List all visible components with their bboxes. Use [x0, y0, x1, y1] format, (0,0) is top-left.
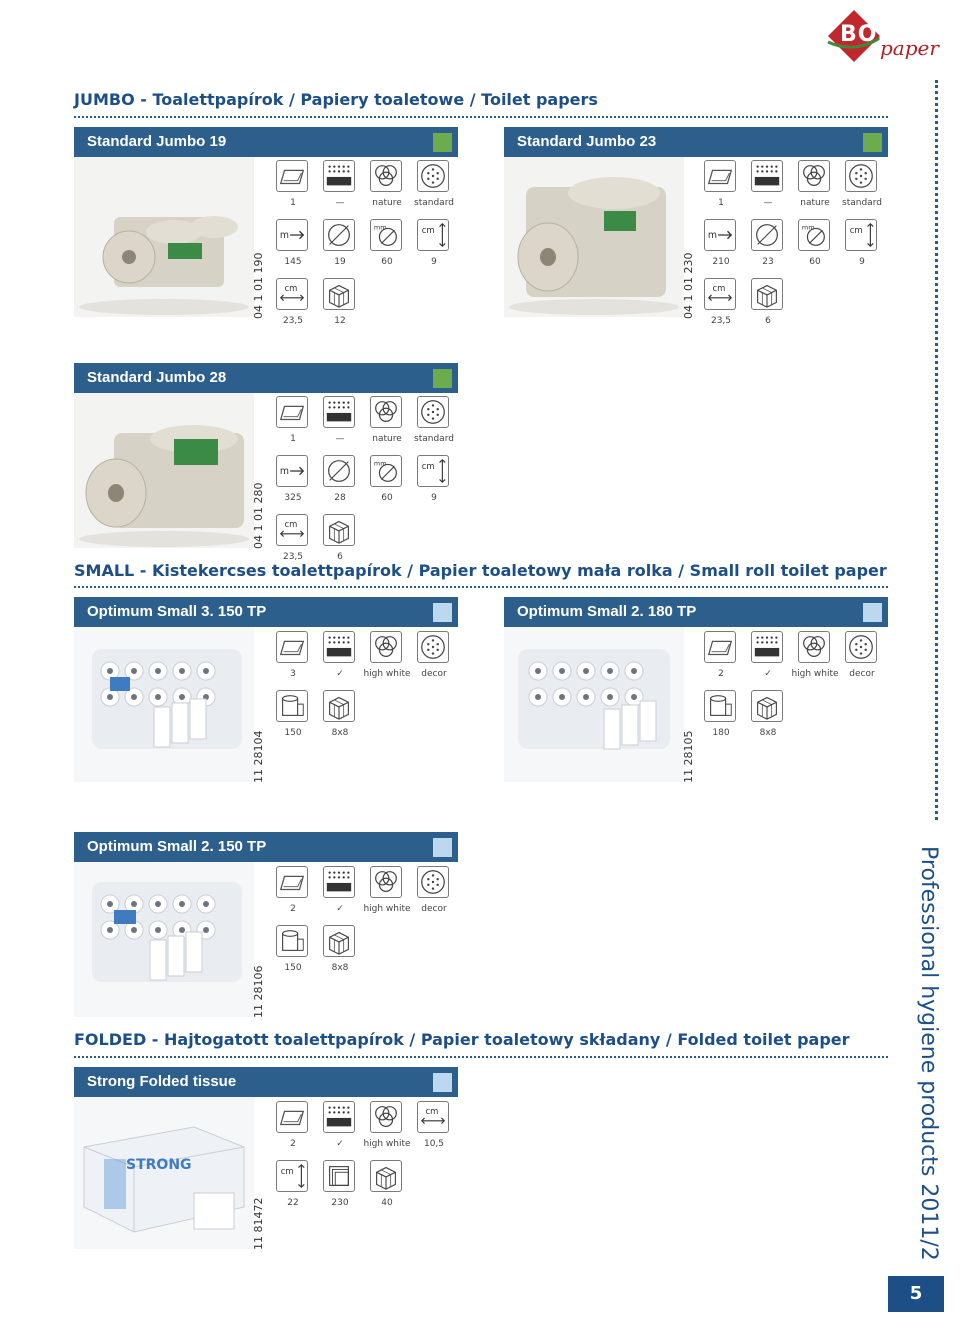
product-header [504, 127, 888, 157]
spec-value: 28 [334, 493, 346, 503]
product-name: Standard Jumbo 19 [87, 133, 227, 150]
sheet-width-icon [276, 278, 308, 310]
product-name: Strong Folded tissue [87, 1073, 237, 1090]
core-diameter-icon [798, 219, 830, 251]
section-title-folded: FOLDED - Hajtogatott toalettpapírok / Papier toaletowy składany / Folded toilet paper [74, 1030, 850, 1049]
section-divider [74, 1056, 888, 1058]
spec-value: 1 [290, 198, 296, 208]
roll-diameter-icon [323, 219, 355, 251]
pattern-icon [845, 160, 877, 192]
color-icon [798, 631, 830, 663]
bokk-paper-logo [806, 6, 946, 66]
ply-icon [276, 160, 308, 192]
spec-value: 12 [334, 316, 346, 326]
ply-icon [704, 160, 736, 192]
core-diameter-icon [370, 455, 402, 487]
spec-value: 9 [859, 257, 865, 267]
product-header [74, 832, 458, 862]
pattern-icon [417, 866, 449, 898]
spec-value: nature [372, 434, 402, 444]
roll-height-icon [276, 1160, 308, 1192]
section-divider [74, 116, 888, 118]
package-icon [323, 690, 355, 722]
package-icon [323, 925, 355, 957]
product-header [504, 597, 888, 627]
roll-count-icon [276, 925, 308, 957]
spec-value: — [335, 434, 345, 444]
sheet-width-icon [704, 278, 736, 310]
spec-value: 1 [290, 434, 296, 444]
spec-value: 8x8 [759, 728, 777, 738]
product-photo [74, 393, 254, 548]
spec-value: 40 [381, 1198, 393, 1208]
spec-value: high white [791, 669, 839, 679]
product-name: Standard Jumbo 23 [517, 133, 657, 150]
spec-value: 150 [284, 728, 302, 738]
glued-icon [323, 1101, 355, 1133]
section-divider [74, 586, 888, 588]
roll-count-icon [276, 690, 308, 722]
product-code: 11 28105 [682, 730, 695, 783]
product-header [74, 597, 458, 627]
product-code: 04 1 01 190 [252, 252, 265, 319]
spec-value: 145 [284, 257, 302, 267]
core-diameter-icon [370, 219, 402, 251]
product-code: 04 1 01 230 [682, 252, 695, 319]
ply-icon [704, 631, 736, 663]
category-square [433, 838, 452, 857]
product-photo [504, 627, 684, 782]
section-title-jumbo: JUMBO - Toalettpapírok / Papiery toaletowe / Toilet papers [74, 90, 598, 109]
spec-value: ✓ [764, 669, 772, 679]
spec-value: ✓ [336, 669, 344, 679]
category-square [863, 133, 882, 152]
section-title-small: SMALL - Kistekercses toalettpapírok / Papier toaletowy mała rolka / Small roll toilet paper [74, 561, 887, 580]
spec-value: 60 [381, 493, 393, 503]
spec-value: 60 [809, 257, 821, 267]
spec-value: 180 [712, 728, 730, 738]
spec-value: 9 [431, 257, 437, 267]
glued-icon [323, 396, 355, 428]
color-icon [370, 1101, 402, 1133]
product-name: Optimum Small 2. 180 TP [517, 603, 697, 620]
category-square [433, 603, 452, 622]
side-caption: Professional hygiene products 2011/2 [916, 846, 941, 1261]
roll-diameter-icon [751, 219, 783, 251]
spec-value: 2 [290, 1139, 296, 1149]
product-header [74, 1067, 458, 1097]
product-code: 11 28104 [252, 730, 265, 783]
ply-icon [276, 396, 308, 428]
product-code: 04 1 01 280 [252, 482, 265, 549]
spec-value: 1 [718, 198, 724, 208]
ply-icon [276, 1101, 308, 1133]
spec-value: 23,5 [282, 316, 304, 326]
spec-value: high white [363, 1139, 411, 1149]
pattern-icon [845, 631, 877, 663]
roll-length-icon [704, 219, 736, 251]
spec-value: 8x8 [331, 963, 349, 973]
package-icon [323, 278, 355, 310]
category-square [433, 1073, 452, 1092]
roll-height-icon [845, 219, 877, 251]
spec-value: 22 [287, 1198, 299, 1208]
glued-icon [323, 631, 355, 663]
spec-value: standard [414, 434, 454, 444]
product-header [74, 363, 458, 393]
category-square [433, 369, 452, 388]
strong-brand-text: STRONG [126, 1157, 192, 1173]
ply-icon [276, 631, 308, 663]
page-number: 5 [888, 1276, 944, 1312]
package-icon [370, 1160, 402, 1192]
product-photo [74, 157, 254, 317]
product-code: 11 81472 [252, 1197, 265, 1250]
logo-text: BOKK [840, 22, 914, 47]
spec-value: high white [363, 904, 411, 914]
spec-value: — [335, 198, 345, 208]
product-photo [74, 862, 254, 1017]
spec-value: 10,5 [423, 1139, 445, 1149]
spec-value: 210 [712, 257, 730, 267]
spec-value: standard [414, 198, 454, 208]
spec-value: 9 [431, 493, 437, 503]
category-square [863, 603, 882, 622]
roll-height-icon [417, 219, 449, 251]
spec-value: ✓ [336, 1139, 344, 1149]
package-icon [323, 514, 355, 546]
spec-value: 8x8 [331, 728, 349, 738]
glued-icon [751, 631, 783, 663]
ply-icon [276, 866, 308, 898]
roll-height-icon [417, 455, 449, 487]
roll-length-icon [276, 455, 308, 487]
color-icon [370, 160, 402, 192]
pattern-icon [417, 631, 449, 663]
spec-value: nature [800, 198, 830, 208]
spec-value: ✓ [336, 904, 344, 914]
spec-value: 23,5 [282, 552, 304, 562]
glued-icon [323, 866, 355, 898]
product-header [74, 127, 458, 157]
side-divider [935, 80, 938, 820]
color-icon [370, 631, 402, 663]
roll-count-icon [704, 690, 736, 722]
spec-value: 6 [337, 552, 343, 562]
spec-value: standard [842, 198, 882, 208]
spec-value: 150 [284, 963, 302, 973]
package-icon [751, 278, 783, 310]
pattern-icon [417, 160, 449, 192]
spec-value: 2 [290, 904, 296, 914]
product-photo [504, 157, 684, 317]
product-code: 11 28106 [252, 965, 265, 1018]
category-square [433, 133, 452, 152]
product-name: Optimum Small 3. 150 TP [87, 603, 267, 620]
product-name: Optimum Small 2. 150 TP [87, 838, 267, 855]
sheet-width-icon [417, 1101, 449, 1133]
color-icon [370, 396, 402, 428]
spec-value: 2 [718, 669, 724, 679]
spec-value: decor [421, 669, 447, 679]
glued-icon [323, 160, 355, 192]
color-icon [370, 866, 402, 898]
spec-value: — [763, 198, 773, 208]
package-icon [751, 690, 783, 722]
spec-value: 60 [381, 257, 393, 267]
logo-script: paper [880, 36, 939, 60]
spec-value: 23,5 [710, 316, 732, 326]
spec-value: nature [372, 198, 402, 208]
spec-value: 23 [762, 257, 774, 267]
product-photo [74, 1097, 254, 1249]
product-name: Standard Jumbo 28 [87, 369, 227, 386]
product-photo [74, 627, 254, 782]
roll-length-icon [276, 219, 308, 251]
glued-icon [751, 160, 783, 192]
spec-value: decor [849, 669, 875, 679]
spec-value: 19 [334, 257, 346, 267]
color-icon [798, 160, 830, 192]
spec-value: high white [363, 669, 411, 679]
roll-diameter-icon [323, 455, 355, 487]
sheet-count-icon [323, 1160, 355, 1192]
sheet-width-icon [276, 514, 308, 546]
spec-value: 325 [284, 493, 302, 503]
spec-value: 6 [765, 316, 771, 326]
spec-value: decor [421, 904, 447, 914]
pattern-icon [417, 396, 449, 428]
spec-value: 3 [290, 669, 296, 679]
spec-value: 230 [331, 1198, 349, 1208]
